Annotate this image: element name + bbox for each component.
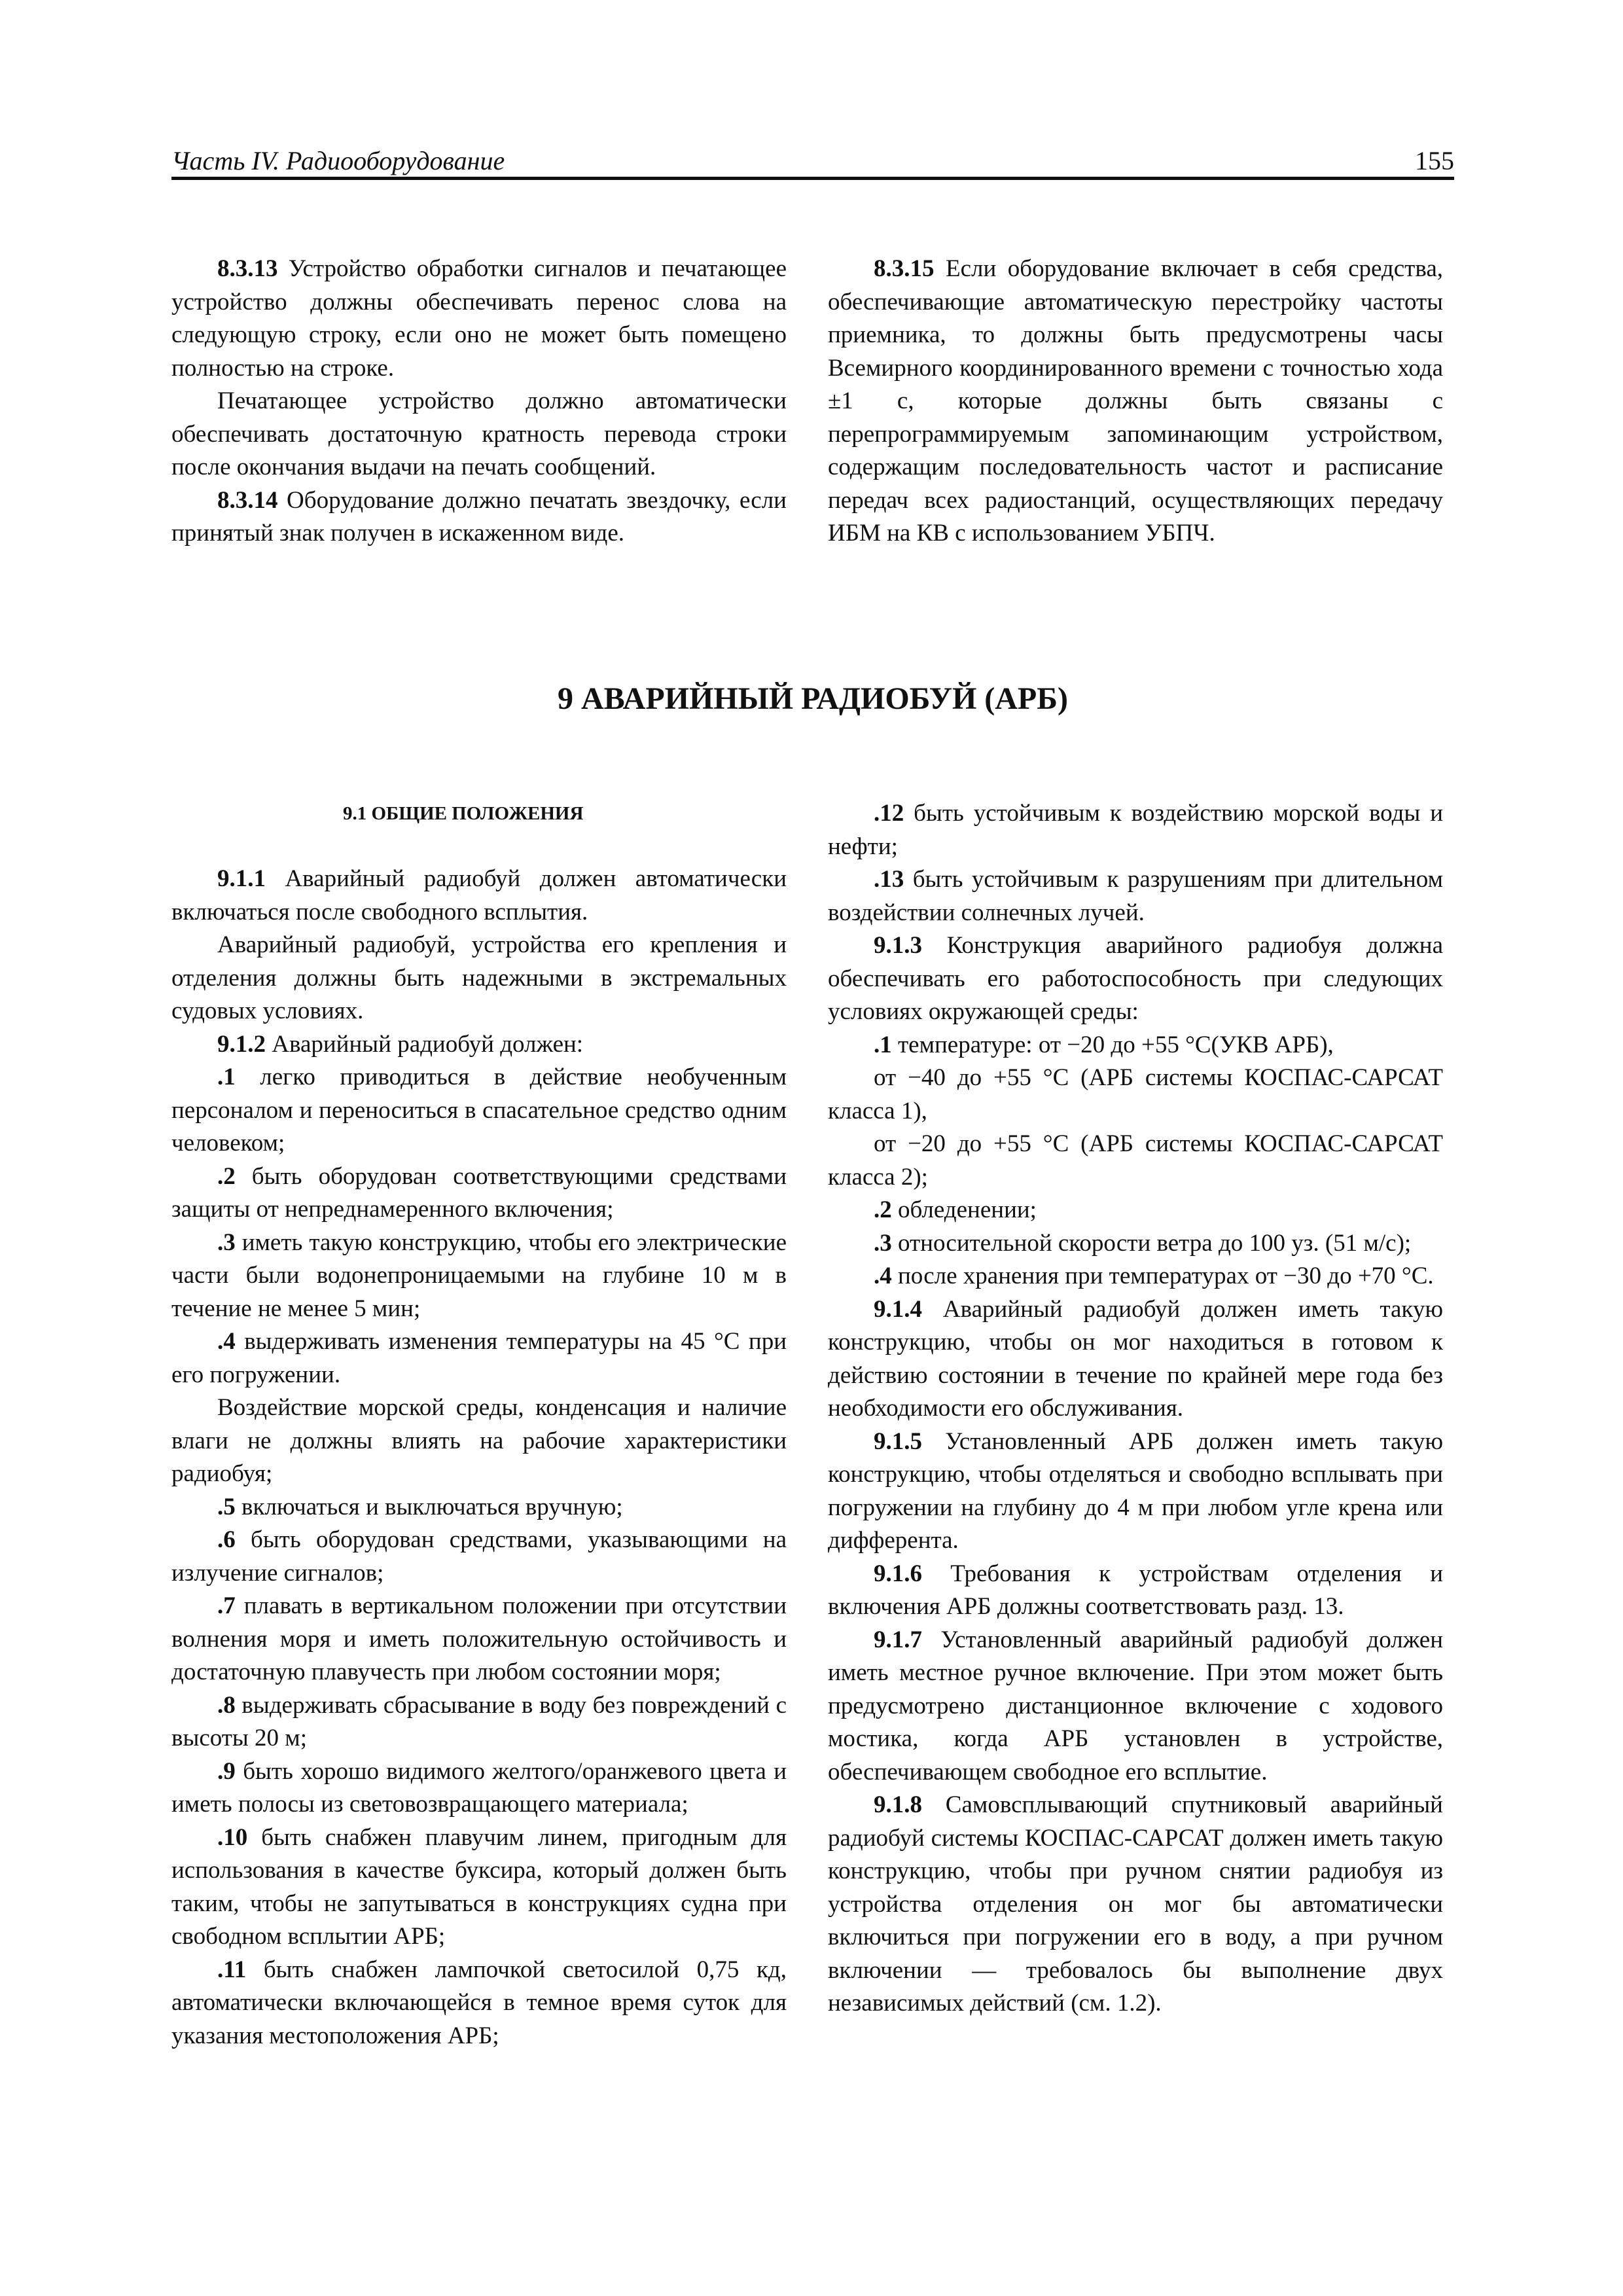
- paragraph: [171, 1524, 787, 1590]
- paragraph: [171, 1755, 787, 1821]
- clause-number: 9.1.5: [874, 1427, 922, 1455]
- clause-number: 9.1.7: [874, 1626, 922, 1653]
- paragraph-text: Требования к устройствам отделения и включения АРБ должны соответствовать разд. 13.: [828, 1560, 1443, 1620]
- paragraph: [171, 385, 787, 484]
- column-bottom-left: [171, 797, 787, 2053]
- paragraph-text: от −40 до +55 °С (АРБ системы КОСПАС-САРСАТ класса 1),: [828, 1064, 1443, 1124]
- paragraph-text: Если оборудование включает в себя средства, обеспечивающие автоматическую перестройку частоты приемника, то должны быть предусмотрены часы Всемирного координированного времени с точностью хода ±1 с, которые должны быть связаны с перепрограммируемым запоминающим устройством, содержащим последовательность частот и расписание передач всех радиостанций, осуществляющих передачу ИБМ на КВ с использованием УБПЧ.: [828, 255, 1443, 547]
- clause-number: 9.1.4: [874, 1295, 922, 1323]
- paragraph: [828, 929, 1443, 1029]
- section-title: 9 АВАРИЙНЫЙ РАДИОБУЙ (АРБ): [558, 681, 1068, 716]
- column-bottom-right: [828, 797, 1443, 2020]
- paragraph-text: Установленный аварийный радиобуй должен иметь местное ручное включение. При этом может быть предусмотрено дистанционное включение с ходового мостика, когда АРБ установлен в устройстве, обеспечивающем свободное его всплытие.: [828, 1626, 1443, 1785]
- paragraph-text: Аварийный радиобуй, устройства его крепления и отделения должны быть надежными в экстремальных судовых условиях.: [171, 931, 787, 1024]
- paragraph-text: быть устойчивым к воздействию морской воды и нефти;: [828, 800, 1443, 860]
- paragraph-text: после хранения при температурах от −30 до +70 °С.: [891, 1263, 1434, 1289]
- paragraph-text: обледенении;: [891, 1196, 1037, 1223]
- page-number: 155: [1415, 146, 1454, 175]
- clause-number: .1: [217, 1064, 236, 1090]
- paragraph-text: быть устойчивым к разрушениям при длительном воздействии солнечных лучей.: [828, 866, 1443, 926]
- clause-number: .12: [874, 800, 904, 827]
- clause-number: .2: [217, 1162, 236, 1190]
- paragraph: [171, 484, 787, 550]
- paragraph: [828, 797, 1443, 863]
- paragraph-text: выдерживать изменения температуры на 45 °С при его погружении.: [171, 1328, 787, 1388]
- paragraph-list: [171, 863, 787, 2053]
- paragraph: [828, 1293, 1443, 1426]
- paragraph-text: Печатающее устройство должно автоматически обеспечивать достаточную кратность перевода строки после окончания выдачи на печать сообщений.: [171, 387, 787, 480]
- clause-number: 9.1.8: [874, 1791, 922, 1818]
- header-title: Часть IV. Радиооборудование: [171, 146, 505, 175]
- paragraph: [171, 929, 787, 1028]
- paragraph-text: Аварийный радиобуй должен:: [266, 1030, 584, 1058]
- clause-number: .8: [217, 1691, 236, 1719]
- header-rule: [171, 177, 1454, 180]
- clause-number: .1: [874, 1031, 892, 1058]
- paragraph: [171, 863, 787, 929]
- clause-number: .4: [217, 1328, 236, 1355]
- paragraph: [828, 1128, 1443, 1194]
- paragraph: [171, 1028, 787, 1062]
- paragraph-text: Установленный АРБ должен иметь такую конструкцию, чтобы отделяться и свободно всплывать при погружении на глубину до 4 м при любом угле крена или дифферента.: [828, 1427, 1443, 1554]
- paragraph: [171, 1590, 787, 1689]
- paragraph: [171, 1491, 787, 1524]
- paragraph: [828, 1227, 1443, 1261]
- clause-number: .7: [217, 1592, 236, 1619]
- clause-number: .9: [217, 1757, 236, 1785]
- paragraph-text: легко приводиться в действие необученным персоналом и переноситься в спасательное средство одним человеком;: [171, 1064, 787, 1157]
- clause-number: 9.1.2: [217, 1030, 266, 1058]
- paragraph-text: Оборудование должно печатать звездочку, если принятый знак получен в искаженном виде.: [171, 486, 787, 547]
- paragraph: [171, 1689, 787, 1755]
- clause-number: 8.3.15: [874, 255, 935, 282]
- paragraph-text: Аварийный радиобуй должен иметь такую конструкцию, чтобы он мог находиться в готовом к действию состоянии в течение по крайней мере года без необходимости его обслуживания.: [828, 1295, 1443, 1422]
- column-top-left: [171, 253, 787, 550]
- paragraph: [828, 1062, 1443, 1128]
- paragraph: [828, 1789, 1443, 2020]
- paragraph-text: иметь такую конструкцию, чтобы его электрические части были водонепроницаемыми на глубине 10 м в течение не менее 5 мин;: [171, 1229, 787, 1322]
- clause-number: .6: [217, 1526, 236, 1553]
- paragraph-text: от −20 до +55 °С (АРБ системы КОСПАС-САРСАТ класса 2);: [828, 1130, 1443, 1191]
- clause-number: 8.3.14: [217, 486, 278, 514]
- paragraph-text: Аварийный радиобуй должен автоматически включаться после свободного всплытия.: [171, 865, 787, 925]
- clause-number: .13: [874, 866, 904, 893]
- paragraph: [828, 1260, 1443, 1293]
- paragraph: [828, 1029, 1443, 1062]
- clause-number: .10: [217, 1823, 248, 1851]
- paragraph: [828, 863, 1443, 929]
- sub-heading: 9.1 ОБЩИЕ ПОЛОЖЕНИЯ: [343, 803, 584, 824]
- paragraph: [828, 1426, 1443, 1558]
- running-header: [171, 143, 1454, 179]
- paragraph-text: Конструкция аварийного радиобуя должна обеспечивать его работоспособность при следующих условиях окружающей среды:: [828, 932, 1443, 1025]
- clause-number: 9.1.1: [217, 865, 266, 892]
- clause-number: .3: [874, 1229, 892, 1257]
- paragraph-text: Воздействие морской среды, конденсация и наличие влаги не должны влиять на рабочие характеристики радиобуя;: [171, 1394, 787, 1487]
- paragraph: [171, 1061, 787, 1160]
- paragraph: [828, 1558, 1443, 1624]
- paragraph-text: плавать в вертикальном положении при отсутствии волнения моря и иметь положительную остойчивость и достаточную плавучесть при любом состоянии моря;: [171, 1592, 787, 1685]
- column-top-right: [828, 253, 1443, 550]
- clause-number: 9.1.6: [874, 1560, 922, 1587]
- paragraph-text: выдерживать сбрасывание в воду без повреждений с высоты 20 м;: [171, 1691, 787, 1751]
- clause-number: .11: [217, 1956, 247, 1983]
- paragraph-text: быть оборудован средствами, указывающими на излучение сигналов;: [171, 1526, 787, 1587]
- paragraph: [171, 1391, 787, 1491]
- paragraph-text: быть оборудован соответствующими средствами защиты от непреднамеренного включения;: [171, 1162, 787, 1223]
- paragraph-text: быть хорошо видимого желтого/оранжевого цвета и иметь полосы из световозвращающего материала;: [171, 1757, 787, 1818]
- clause-number: .4: [874, 1263, 892, 1289]
- paragraph: [828, 253, 1443, 550]
- paragraph: [171, 253, 787, 385]
- paragraph: [828, 1624, 1443, 1789]
- clause-number: 8.3.13: [217, 255, 278, 282]
- paragraph-text: включаться и выключаться вручную;: [235, 1493, 623, 1520]
- clause-number: .5: [217, 1493, 236, 1520]
- paragraph-text: быть снабжен лампочкой светосилой 0,75 кд, автоматически включающейся в темное время суток для указания местоположения АРБ;: [171, 1956, 787, 2049]
- paragraph: [171, 1954, 787, 2053]
- paragraph-text: Самовсплывающий спутниковый аварийный радиобуй системы КОСПАС-САРСАТ должен иметь такую конструкцию, чтобы при ручном снятии радиобуя из устройства отделения он мог бы автоматически включиться при погружении его в воду, а при ручном включении — требовалось бы выполнение двух независимых действий (см. 1.2).: [828, 1791, 1443, 2017]
- paragraph: [171, 1821, 787, 1954]
- paragraph-text: быть снабжен плавучим линем, пригодным для использования в качестве буксира, который должен быть таким, чтобы не запутываться в конструкциях судна при свободном всплытии АРБ;: [171, 1823, 787, 1950]
- clause-number: .2: [874, 1196, 892, 1223]
- paragraph: [828, 1194, 1443, 1227]
- clause-number: .3: [217, 1229, 236, 1256]
- paragraph-text: температуре: от −20 до +55 °С(УКВ АРБ),: [891, 1031, 1334, 1058]
- paragraph-text: Устройство обработки сигналов и печатающее устройство должны обеспечивать перенос слова на следующую строку, если оно не может быть помещено полностью на строке.: [171, 255, 787, 382]
- paragraph: [171, 1160, 787, 1227]
- paragraph: [171, 1325, 787, 1391]
- paragraph: [171, 1227, 787, 1326]
- paragraph-text: относительной скорости ветра до 100 уз. (51 м/с);: [891, 1229, 1412, 1257]
- clause-number: 9.1.3: [874, 932, 922, 959]
